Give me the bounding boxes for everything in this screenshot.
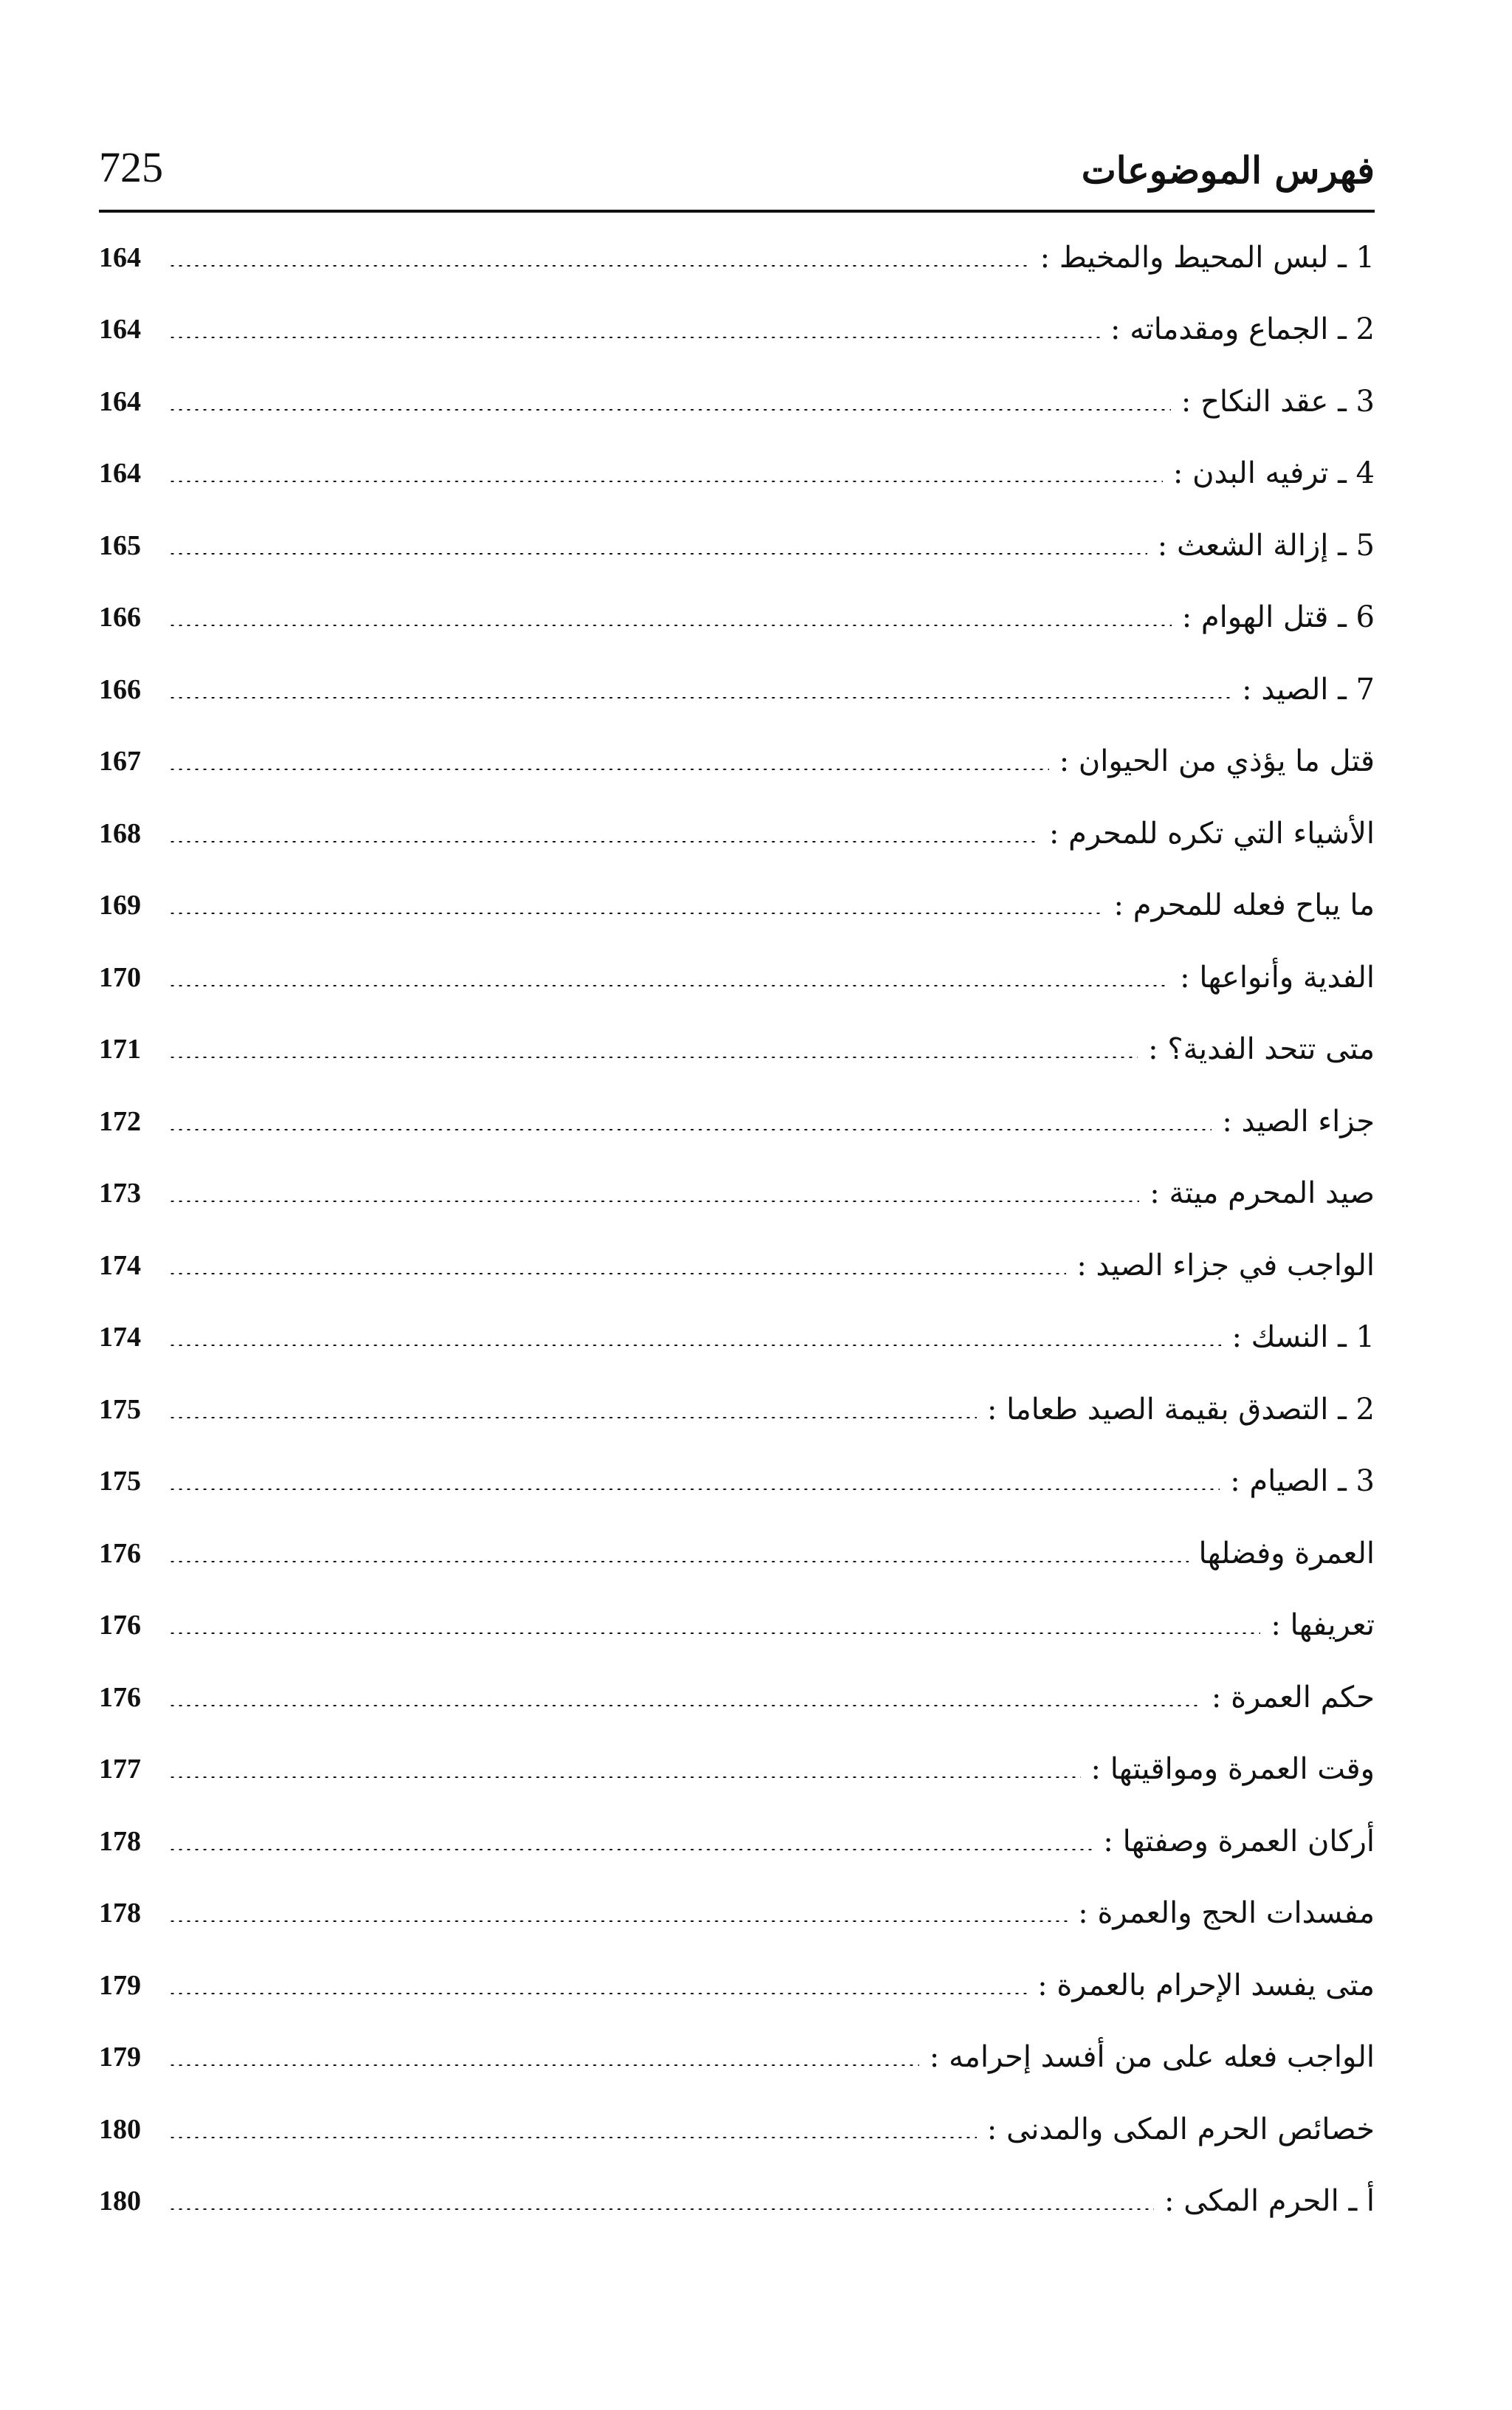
- toc-entry-page: 164: [99, 241, 141, 273]
- toc-entry: [99, 1229, 1375, 1302]
- toc-entry-page: 177: [99, 1754, 141, 1785]
- toc-entry-title: 6 ـ قتل الهوام :: [1181, 600, 1375, 635]
- toc-entry-title: الواجب فعله على من أفسد إحرامه :: [929, 2040, 1375, 2075]
- toc-entry: [99, 1661, 1375, 1734]
- toc-entry-page: 165: [99, 529, 141, 561]
- toc-entry-title: خصائص الحرم المكى والمدنى :: [986, 2112, 1375, 2146]
- toc-entry-title: 7 ـ الصيد :: [1242, 672, 1375, 707]
- dot-leader: [168, 2137, 977, 2138]
- toc-entry-title: 3 ـ الصيام :: [1230, 1464, 1375, 1499]
- toc-entry: [99, 726, 1375, 798]
- page-header: [99, 118, 1375, 199]
- toc-entry-title: أ ـ الحرم المكى :: [1164, 2184, 1375, 2219]
- toc-entry-title: جزاء الصيد :: [1222, 1104, 1375, 1139]
- toc-entry-title: ما يباح فعله للمحرم :: [1113, 888, 1375, 923]
- dot-leader: [168, 1417, 977, 1418]
- toc-entry-title: صيد المحرم ميتة :: [1150, 1176, 1375, 1211]
- dot-leader: [168, 265, 1030, 267]
- toc-entry-page: 176: [99, 1537, 141, 1569]
- toc-entry-page: 164: [99, 385, 141, 417]
- dot-leader: [168, 769, 1049, 770]
- toc-entry-title: الأشياء التي تكره للمحرم :: [1048, 816, 1375, 851]
- dot-leader: [168, 1129, 1212, 1130]
- toc-entry-title: متى تتحد الفدية؟ :: [1148, 1032, 1375, 1067]
- toc-entry: [99, 797, 1375, 870]
- toc-entry: [99, 941, 1375, 1014]
- toc-entry: [99, 653, 1375, 726]
- toc-entry: [99, 509, 1375, 582]
- toc-entry-title: 3 ـ عقد النكاح :: [1181, 384, 1375, 419]
- dot-leader: [168, 553, 1147, 555]
- toc-entry-title: 4 ـ ترفيه البدن :: [1172, 456, 1375, 491]
- dot-leader: [168, 1273, 1066, 1274]
- dot-leader: [168, 1633, 1260, 1634]
- toc-entry-title: 2 ـ الجماع ومقدماته :: [1110, 312, 1375, 347]
- toc-entry-page: 179: [99, 1969, 141, 2001]
- toc-entry: [99, 1590, 1375, 1662]
- dot-leader: [168, 2064, 919, 2066]
- toc-entry: [99, 294, 1375, 366]
- toc-entry: [99, 1805, 1375, 1878]
- toc-entry-page: 174: [99, 1249, 141, 1281]
- toc-entry: [99, 2022, 1375, 2094]
- toc-entry-page: 166: [99, 602, 141, 634]
- toc-entry-page: 171: [99, 1034, 141, 1065]
- toc-entry: [99, 1734, 1375, 1806]
- toc-entry-title: 5 ـ إزالة الشعث :: [1157, 528, 1375, 563]
- toc-entry: [99, 1158, 1375, 1230]
- toc-entry: [99, 1085, 1375, 1158]
- toc-entry-page: 178: [99, 1825, 141, 1857]
- dot-leader: [168, 481, 1163, 482]
- toc-entry: [99, 582, 1375, 654]
- dot-leader: [168, 1705, 1201, 1706]
- toc-entry: [99, 222, 1375, 294]
- toc-entry-page: 173: [99, 1178, 141, 1209]
- toc-entry: [99, 1302, 1375, 1374]
- toc-entry-page: 164: [99, 458, 141, 490]
- toc-entry: [99, 1517, 1375, 1590]
- toc-entry-title: وقت العمرة ومواقيتها :: [1090, 1752, 1375, 1787]
- dot-leader: [168, 2208, 1154, 2210]
- dot-leader: [168, 625, 1172, 626]
- toc-entry-title: الفدية وأنواعها :: [1180, 960, 1375, 995]
- toc-entry-page: 180: [99, 2186, 141, 2217]
- toc-entry: [99, 438, 1375, 510]
- toc-entry-page: 179: [99, 2042, 141, 2073]
- toc-entry-title: 1 ـ النسك :: [1231, 1320, 1375, 1355]
- toc-entry-title: متى يفسد الإحرام بالعمرة :: [1037, 1968, 1375, 2002]
- toc-entry: [99, 1014, 1375, 1086]
- dot-leader: [168, 337, 1100, 338]
- dot-leader: [168, 913, 1104, 914]
- toc-entry-page: 174: [99, 1322, 141, 1353]
- toc-entry-page: 176: [99, 1610, 141, 1641]
- dot-leader: [168, 1920, 1068, 1922]
- toc-entry-page: 164: [99, 314, 141, 346]
- dot-leader: [168, 1057, 1138, 1058]
- toc-entry-title: 2 ـ التصدق بقيمة الصيد طعاما :: [986, 1392, 1375, 1427]
- toc-entry-page: 167: [99, 746, 141, 777]
- toc-entry-title: العمرة وفضلها: [1198, 1536, 1375, 1570]
- toc-entry: [99, 2093, 1375, 2166]
- dot-leader: [168, 985, 1169, 986]
- toc-entry-page: 180: [99, 2113, 141, 2145]
- dot-leader: [168, 1776, 1081, 1778]
- toc-entry-title: حكم العمرة :: [1211, 1680, 1375, 1714]
- toc-entry-title: أركان العمرة وصفتها :: [1103, 1824, 1375, 1858]
- toc-entry-title: قتل ما يؤذي من الحيوان :: [1059, 744, 1375, 779]
- toc-entry-title: 1 ـ لبس المحيط والمخيط :: [1040, 240, 1375, 275]
- page-number: 725: [99, 143, 163, 191]
- toc-entry-title: تعريفها :: [1271, 1608, 1375, 1643]
- table-of-contents: [99, 222, 1375, 2237]
- toc-entry-page: 168: [99, 817, 141, 849]
- dot-leader: [168, 409, 1171, 411]
- dot-leader: [168, 1345, 1221, 1346]
- toc-entry: [99, 2166, 1375, 2238]
- toc-entry: [99, 1373, 1375, 1446]
- toc-entry-page: 170: [99, 961, 141, 993]
- toc-entry: [99, 1446, 1375, 1518]
- dot-leader: [168, 1849, 1093, 1850]
- toc-entry: [99, 1878, 1375, 1950]
- toc-entry: [99, 365, 1375, 438]
- dot-leader: [168, 1993, 1027, 1994]
- toc-entry-page: 176: [99, 1681, 141, 1713]
- toc-entry: [99, 1949, 1375, 2022]
- running-title: فهرس الموضوعات: [1081, 148, 1375, 192]
- toc-entry-title: الواجب في جزاء الصيد :: [1076, 1248, 1375, 1283]
- toc-entry: [99, 870, 1375, 942]
- toc-entry-page: 175: [99, 1393, 141, 1425]
- dot-leader: [168, 1201, 1139, 1202]
- toc-entry-page: 166: [99, 673, 141, 705]
- dot-leader: [168, 1561, 1189, 1562]
- dot-leader: [168, 1489, 1220, 1490]
- toc-entry-page: 169: [99, 890, 141, 921]
- dot-leader: [168, 697, 1231, 698]
- toc-entry-title: مفسدات الحج والعمرة :: [1078, 1896, 1375, 1931]
- header-rule: [99, 210, 1375, 213]
- toc-entry-page: 178: [99, 1898, 141, 1929]
- dot-leader: [168, 841, 1039, 842]
- toc-entry-page: 175: [99, 1466, 141, 1497]
- toc-entry-page: 172: [99, 1105, 141, 1137]
